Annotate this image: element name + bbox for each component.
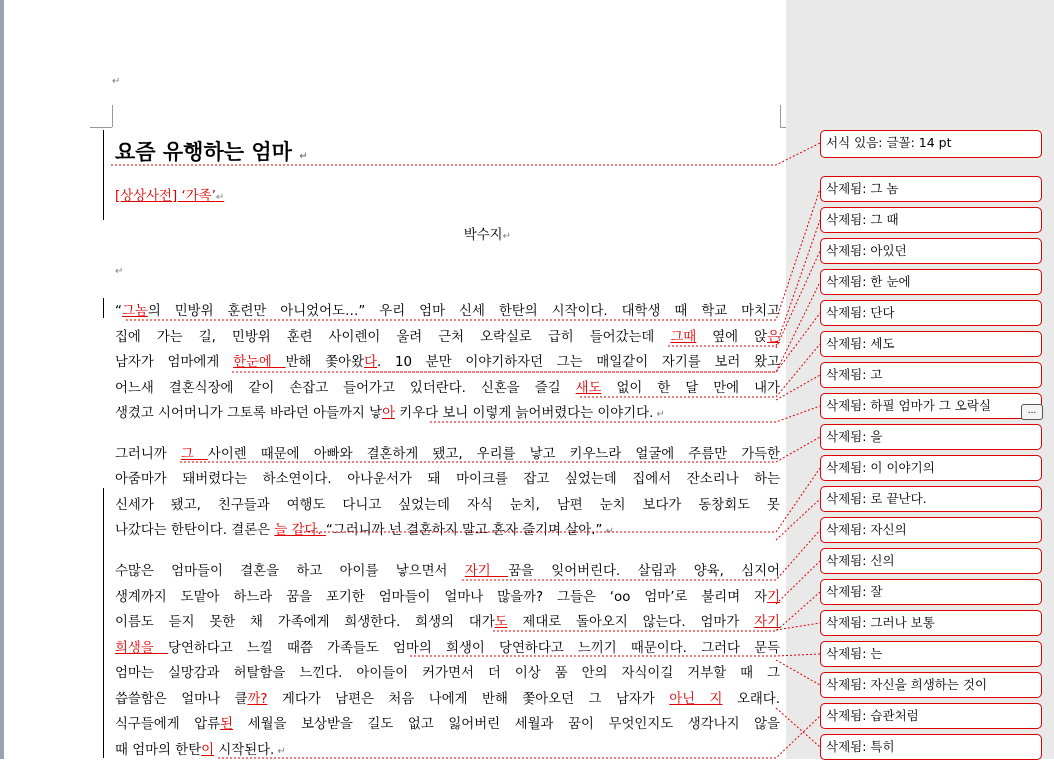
- revision-balloon[interactable]: [820, 455, 1042, 481]
- leader-line: [430, 406, 820, 422]
- balloon-text: 그 놈: [870, 181, 899, 196]
- balloon-text: 하필 엄마가 그 오락실: [870, 398, 992, 413]
- text-run: 집에 가는 길, 민방위 훈련 사이렌이 울려 근처 오락실로 급히 들어갔는데: [115, 330, 671, 345]
- leader-line: [776, 251, 820, 348]
- text-run: 생겼고 시어머니가 그토록 바라던 아들까지 낳: [115, 406, 383, 421]
- inserted-text: 된: [220, 717, 234, 732]
- text-run: 씁쓸함은 얼마나 클: [115, 692, 248, 707]
- balloon-text: 자신의: [870, 522, 907, 537]
- leader-line: [410, 654, 820, 656]
- paragraph-mark: ↵: [115, 266, 124, 277]
- balloon-label: 삭제됨:: [826, 615, 871, 630]
- more-button[interactable]: ...: [1021, 404, 1043, 420]
- balloon-label: 삭제됨:: [826, 243, 871, 258]
- revision-balloon[interactable]: [820, 331, 1042, 357]
- balloon-text: 잘: [870, 584, 883, 599]
- balloon-text: 단다: [870, 305, 895, 320]
- leader-line: [776, 708, 820, 747]
- balloon-label: 삭제됨:: [826, 646, 871, 661]
- revision-balloon[interactable]: [820, 672, 1042, 698]
- text-run: 게다가 남편은 처음 나에게 반해 쫓아오던 그 남자가: [267, 692, 670, 707]
- text-run: “: [115, 304, 122, 319]
- balloon-text: 한 눈에: [870, 274, 911, 289]
- text-run: 키우다 보니 이렇게 늙어버렸다는 이야기다.: [395, 406, 654, 421]
- balloon-text: 아있던: [870, 243, 907, 258]
- text-run: . 10 분만 이야기하자던 그는 매일같이 자기를 보러 왔고: [377, 355, 780, 370]
- balloon-label: 삭제됨:: [826, 367, 871, 382]
- inserted-text: 기: [767, 590, 780, 605]
- text-run: 없이 한 달 만에 내가: [601, 381, 780, 396]
- leader-line: [776, 623, 820, 630]
- leader-line: [462, 530, 820, 580]
- balloon-label: 삭제됨:: [826, 460, 871, 475]
- text-run: 생계까지 도맡아 하느라 꿈을 포기한 엄마들이 얼마나 많을까? 그들은 ‘oo 엄마’로 불리며 자: [115, 590, 768, 605]
- leader-line: [776, 660, 820, 685]
- leader-line: [493, 592, 820, 631]
- balloon-label: 삭제됨:: [826, 305, 871, 320]
- text-run: 아줌마가 돼버렸다는 하소연이다. 아나운서가 돼 마이크를 잡고 싶었는데 집에서 잔소리나 하는: [115, 472, 780, 487]
- text-run: 옆에 앉: [696, 330, 768, 345]
- text-run: 당연하다고 느낄 때쯤 가족들도 엄마의 희생이 당연하다고 느끼기 때문이다. 그러다 문득: [168, 641, 780, 656]
- inserted-text: 그: [180, 447, 208, 462]
- leader-line: [300, 468, 820, 532]
- balloon-label: 삭제됨:: [826, 677, 871, 692]
- revision-balloon[interactable]: [820, 207, 1042, 233]
- text-run: 오래다.: [722, 692, 780, 707]
- balloon-label: 삭제됨:: [826, 491, 871, 506]
- paragraph-mark: ↵: [112, 76, 121, 87]
- document-title[interactable]: 요즘 유행하는 엄마 ↵: [115, 140, 308, 164]
- leader-line: [776, 375, 820, 400]
- balloon-text: 는: [870, 646, 883, 661]
- leader-line: [232, 282, 820, 372]
- inserted-text: 자기: [464, 564, 509, 579]
- inserted-text: 새도: [575, 381, 602, 396]
- text-run: 나갔다는 한탄이다. 결론은: [115, 523, 275, 538]
- balloon-text: 이 이야기의: [870, 460, 935, 475]
- inserted-text: 희생을: [115, 641, 169, 656]
- text-run: 꿈을 잊어버린다. 살림과 양육, 심지어: [508, 564, 780, 579]
- balloon-label: 서식 있음:: [826, 135, 887, 150]
- inserted-text: 그때: [670, 330, 697, 345]
- inserted-text: 까?: [247, 692, 268, 707]
- revision-balloon[interactable]: [820, 238, 1042, 264]
- inserted-text: 아: [382, 406, 395, 421]
- balloon-text: 특히: [870, 739, 895, 754]
- text-run: 수많은 엄마들이 결혼을 하고 아이를 낳으면서: [115, 564, 465, 579]
- inserted-text: 도: [494, 615, 508, 630]
- document-subtitle[interactable]: [상상사전] ‘가족’↵: [115, 189, 225, 204]
- revision-balloon[interactable]: [820, 269, 1042, 295]
- balloon-label: 삭제됨:: [826, 181, 871, 196]
- leader-line: [369, 313, 820, 372]
- text-run: 세월을 보상받을 길도 없고 잃어버린 세월과 꿈이 무엇인지도 생각나지 않을: [233, 717, 780, 732]
- leader-line: [580, 344, 820, 397]
- balloon-label: 삭제됨:: [826, 336, 871, 351]
- leader-line: [180, 437, 820, 462]
- leader-line: [111, 143, 820, 165]
- text-run: 의 민방위 훈련만 아니었어도…” 우리 엄마 신세 한탄의 시작이다. 대학생 때 학교 마치고: [147, 304, 780, 319]
- balloon-text: 세도: [870, 336, 895, 351]
- revision-balloon[interactable]: [820, 641, 1042, 667]
- paragraph-mark: ↵: [602, 526, 614, 537]
- balloon-text: 자신을 희생하는 것이: [870, 677, 988, 692]
- revision-balloon[interactable]: [820, 734, 1042, 760]
- text-run: 반해 쫓아왔: [285, 355, 365, 370]
- revision-balloon[interactable]: [820, 517, 1042, 543]
- balloon-text: 을: [870, 429, 883, 444]
- balloon-label: 삭제됨:: [826, 398, 871, 413]
- inserted-text: 한눈에: [233, 355, 286, 370]
- revision-balloon[interactable]: [820, 176, 1042, 202]
- text-run: 신세가 됐고, 친구들과 여행도 다니고 싶었는데 자식 눈치, 남편 눈치 보다가 동창회도 못: [115, 498, 780, 513]
- revision-balloon[interactable]: [820, 486, 1042, 512]
- inserted-text: 이: [201, 743, 215, 758]
- revision-balloon[interactable]: [820, 610, 1042, 636]
- balloon-label: 삭제됨:: [826, 584, 871, 599]
- revision-balloon[interactable]: [820, 579, 1042, 605]
- inserted-text: 자기: [754, 615, 780, 630]
- inserted-text: 그놈: [121, 304, 148, 319]
- balloon-text: 습관처럼: [870, 708, 919, 723]
- inserted-text: 다: [364, 355, 377, 370]
- text-run: 식구들에게 압류: [115, 717, 221, 732]
- revision-balloon[interactable]: [820, 703, 1042, 729]
- balloon-text: 로 끝난다.: [870, 491, 927, 506]
- balloon-label: 삭제됨:: [826, 522, 871, 537]
- text-run: “그러니까 넌 결혼하지 말고 혼자 즐기며 살아.”: [325, 523, 603, 538]
- revision-balloon[interactable]: [820, 130, 1042, 158]
- balloon-label: 삭제됨:: [826, 274, 871, 289]
- balloon-text: 고: [870, 367, 883, 382]
- author-name[interactable]: 박수지↵: [463, 228, 511, 243]
- balloon-label: 삭제됨:: [826, 553, 871, 568]
- text-run: 엄마는 실망감과 허탈함을 느낀다. 아이들이 커가면서 더 이상 품 안의 자식이길 거부할 때 그: [115, 666, 780, 681]
- text-run: 이름도 듣지 못한 채 가족에게 희생한다. 희생의 대가: [115, 615, 495, 630]
- balloon-label: 삭제됨:: [826, 708, 871, 723]
- revision-balloon[interactable]: [820, 393, 1042, 419]
- inserted-text: 늘 같다.: [274, 523, 326, 538]
- text-run: 그러니까: [115, 447, 181, 462]
- inserted-text: 은: [767, 330, 780, 345]
- leader-line: [668, 220, 820, 346]
- balloon-label: 삭제됨:: [826, 429, 871, 444]
- revision-balloon[interactable]: [820, 362, 1042, 388]
- paragraph-mark: ↵: [274, 746, 286, 757]
- paragraph-mark: ↵: [653, 409, 665, 420]
- text-run: 사이렌 때문에 아빠와 결혼하게 됐고, 우리를 낳고 키우느라 얼굴에 주름만 가득한: [207, 447, 780, 462]
- leader-line: [218, 716, 820, 758]
- text-run: 제대로 돌아오지 않는다. 엄마가: [507, 615, 755, 630]
- balloon-text: 신의: [870, 553, 895, 568]
- revision-balloon[interactable]: [820, 300, 1042, 326]
- leader-line: [126, 189, 820, 320]
- balloon-text: 그러나 보통: [870, 615, 935, 630]
- text-run: 때 엄마의 한탄: [115, 743, 202, 758]
- balloon-label: 삭제됨:: [826, 739, 871, 754]
- leader-line: [776, 499, 820, 540]
- balloon-text: 그 때: [870, 212, 899, 227]
- revision-balloon[interactable]: [820, 548, 1042, 574]
- inserted-text: 아닌 지: [669, 692, 723, 707]
- balloon-label: 삭제됨:: [826, 212, 871, 227]
- revision-balloon[interactable]: [820, 424, 1042, 450]
- text-run: 시작된다.: [214, 743, 275, 758]
- balloon-text: 글꼴: 14 pt: [886, 135, 952, 150]
- text-run: 어느새 결혼식장에 같이 손잡고 들어가고 있더란다. 신혼을 즐길: [115, 381, 576, 396]
- text-run: 남자가 엄마에게: [115, 355, 234, 370]
